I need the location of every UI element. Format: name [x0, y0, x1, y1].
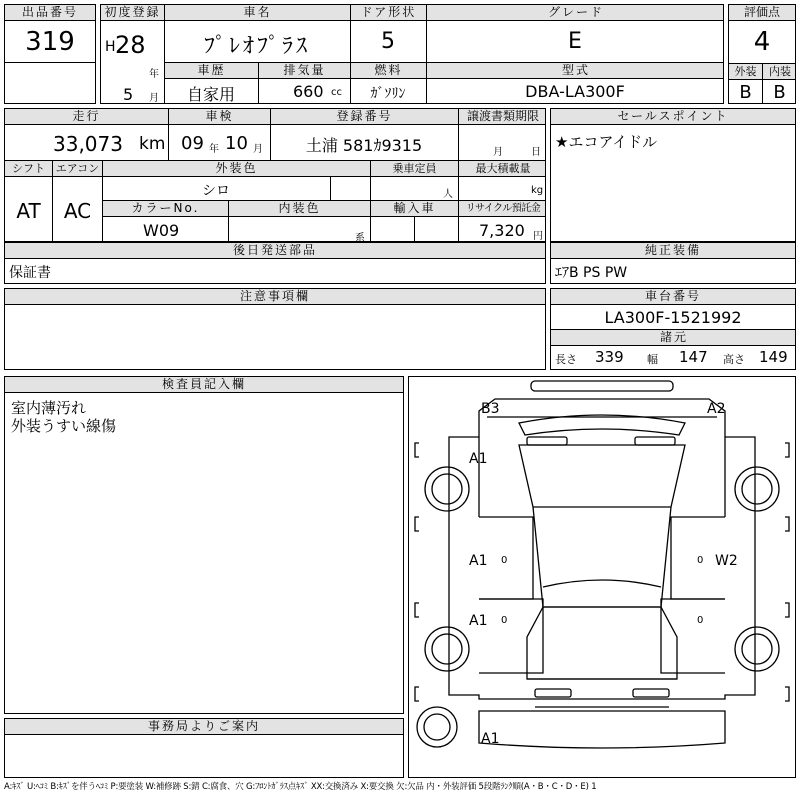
plate-label: 登録番号 [271, 109, 459, 125]
mark-small-left-2: 0 [501, 615, 508, 626]
mark-small-left-1: 0 [501, 555, 508, 566]
mileage-unit: km [139, 134, 166, 154]
mileage-cell [5, 125, 169, 161]
grade-cell [427, 21, 724, 63]
recycle-cell [459, 217, 546, 242]
mileage-label: 走行 [5, 109, 169, 125]
car-name-cell [165, 21, 351, 63]
later-parts-text: 保証書 [9, 265, 51, 281]
mark-left-front-door: A1 [469, 553, 488, 569]
car-diagram [409, 377, 795, 777]
height-value: 149 [759, 348, 788, 366]
sales-points-label: セールスポイント [551, 109, 795, 125]
mark-small-right-1: 0 [697, 555, 704, 566]
interior-color-cell [229, 217, 371, 242]
color-no-cell [103, 217, 229, 242]
transfer-deadline-cell [459, 125, 546, 161]
aircon-label: エアコン [53, 161, 103, 177]
mark-rear-right: A2 [707, 401, 726, 417]
legend-text: A:ｷｽﾞ U:ﾍｺﾐ B:ｷｽﾞを伴うﾍｺﾐ P:要塗装 W:補修跡 S:錆 C:腐食、穴 G:ﾌﾛﾝﾄｶﾞﾗｽ点ｷｽﾞ XX:交換済み X:要交換 欠:欠品 内・外装評価 5段階ﾗﾝｸ順(A・B・C・D・E) 1 [4, 782, 597, 792]
history-label: 車歴 [165, 63, 259, 79]
shift-label: シフト [5, 161, 53, 177]
displacement-cell [259, 79, 351, 104]
recycle-unit: 円 [533, 231, 543, 242]
lot-number: 319 [25, 27, 75, 57]
interior-grade-label: 内装 [763, 64, 796, 80]
recycle-label: リサイクル預託金 [459, 201, 546, 217]
sales-points-text: ★エコアイドル [555, 133, 658, 151]
reg-divider [101, 65, 165, 66]
model-code-label: 型式 [427, 63, 724, 79]
later-parts-box [4, 242, 546, 284]
reg-month: 5 [123, 85, 134, 104]
door-type-cell [351, 21, 427, 63]
equipment-box [550, 242, 796, 284]
spec-box [4, 108, 546, 242]
color-no: W09 [143, 221, 180, 240]
transfer-deadline-label: 譲渡書類期限 [459, 109, 546, 125]
mark-front-bumper: A1 [481, 731, 500, 747]
shift: AT [16, 199, 41, 223]
damage-diagram-box [408, 376, 796, 778]
score-box [728, 4, 796, 104]
lot-number-label: 出品番号 [5, 5, 95, 21]
first-registration-cell [101, 21, 165, 104]
sales-points-box [550, 108, 796, 242]
import-label: 輸入車 [371, 201, 459, 217]
dimensions-label: 諸元 [551, 330, 796, 346]
inspection-month-unit: 月 [253, 144, 263, 155]
shift-cell [5, 177, 53, 242]
exterior-color-extra [331, 177, 371, 201]
fuel-label: 燃料 [351, 63, 427, 79]
fuel-cell [351, 79, 427, 104]
displacement-label: 排気量 [259, 63, 351, 79]
displacement-unit: cc [331, 87, 342, 98]
mark-left-rear-door: A1 [469, 613, 488, 629]
score-label: 評価点 [729, 5, 795, 21]
mark-rear-left: B3 [481, 401, 500, 417]
inspection-label: 車検 [169, 109, 271, 125]
capacity-label: 乗車定員 [371, 161, 459, 177]
inspection-month: 10 [225, 133, 248, 154]
later-parts-label: 後日発送部品 [5, 243, 545, 259]
inspection-cell [169, 125, 271, 161]
interior-grade-cell [763, 80, 796, 104]
notes-box [4, 288, 546, 370]
exterior-grade-cell [729, 80, 763, 104]
notes-label: 注意事項欄 [5, 289, 545, 305]
car-name: ﾌﾟﾚｵﾌﾟﾗｽ [203, 34, 310, 59]
max-load-cell [459, 177, 546, 201]
exterior-color: シロ [202, 183, 230, 199]
displacement: 660 [293, 82, 324, 101]
aircon: AC [63, 199, 92, 223]
length-value: 339 [595, 348, 624, 366]
inspector-label: 検査員記入欄 [5, 377, 403, 393]
capacity-cell [371, 177, 459, 201]
reg-year-unit: 年 [149, 69, 159, 80]
transfer-month-unit: 月 [493, 147, 503, 158]
mark-small-right-2: 0 [697, 615, 704, 626]
height-label: 高さ [723, 353, 745, 366]
plate: 土浦 581ｶ9315 [305, 136, 423, 155]
door-type: 5 [381, 29, 395, 54]
chassis-box [550, 288, 796, 370]
inspection-year: 09 [181, 133, 204, 154]
door-type-label: ドア形状 [351, 5, 427, 21]
interior-color-unit: 系 [355, 233, 365, 242]
inspection-year-unit: 年 [209, 144, 219, 155]
aircon-cell [53, 177, 103, 242]
exterior-color-cell [103, 177, 331, 201]
length-label: 長さ [555, 353, 577, 366]
car-name-label: 車名 [165, 5, 351, 21]
recycle-fee: 7,320 [479, 221, 525, 240]
plate-cell [271, 125, 459, 161]
fuel: ｶﾞｿﾘﾝ [370, 86, 406, 102]
equipment-label: 純正装備 [551, 243, 795, 259]
era: H [105, 39, 116, 55]
capacity-unit: 人 [443, 189, 453, 200]
mileage: 33,073 [53, 132, 123, 156]
interior-color-label: 内装色 [229, 201, 371, 217]
history-cell [165, 79, 259, 104]
inspector-line-1: 室内薄汚れ [11, 399, 87, 417]
mark-rear-door: A1 [469, 451, 488, 467]
score: 4 [753, 27, 771, 57]
model-code: DBA-LA300F [525, 82, 625, 101]
chassis-number: LA300F-1521992 [604, 308, 742, 327]
first-registration-label: 初度登録 [101, 5, 165, 21]
vehicle-info-box [100, 4, 724, 104]
inspector-line-2: 外装うすい線傷 [11, 417, 117, 435]
mark-right-front-door: W2 [715, 553, 738, 569]
reg-month-unit: 月 [149, 93, 159, 104]
exterior-grade: B [739, 82, 752, 103]
width-label: 幅 [647, 353, 658, 366]
exterior-color-label: 外装色 [103, 161, 371, 177]
chassis-label: 車台番号 [551, 289, 795, 305]
lot-divider [5, 62, 96, 63]
import-cell-a [371, 217, 415, 242]
lot-number-box [4, 4, 96, 104]
max-load-unit: kg [531, 185, 544, 196]
model-code-cell [427, 79, 724, 104]
exterior-grade-label: 外装 [729, 64, 763, 80]
history: 自家用 [186, 85, 235, 104]
width-value: 147 [679, 348, 708, 366]
grade-label: グレード [427, 5, 724, 21]
office-box [4, 718, 404, 778]
office-label: 事務局よりご案内 [5, 719, 403, 735]
import-cell-b [415, 217, 459, 242]
max-load-label: 最大積載量 [459, 161, 546, 177]
grade: E [568, 29, 582, 54]
reg-year: 28 [115, 31, 146, 59]
transfer-day-unit: 日 [531, 147, 541, 158]
inspector-box [4, 376, 404, 714]
interior-grade: B [773, 82, 786, 103]
color-no-label: カラーNo. [103, 201, 229, 217]
equipment-text: ｴｱB PS PW [555, 265, 628, 281]
